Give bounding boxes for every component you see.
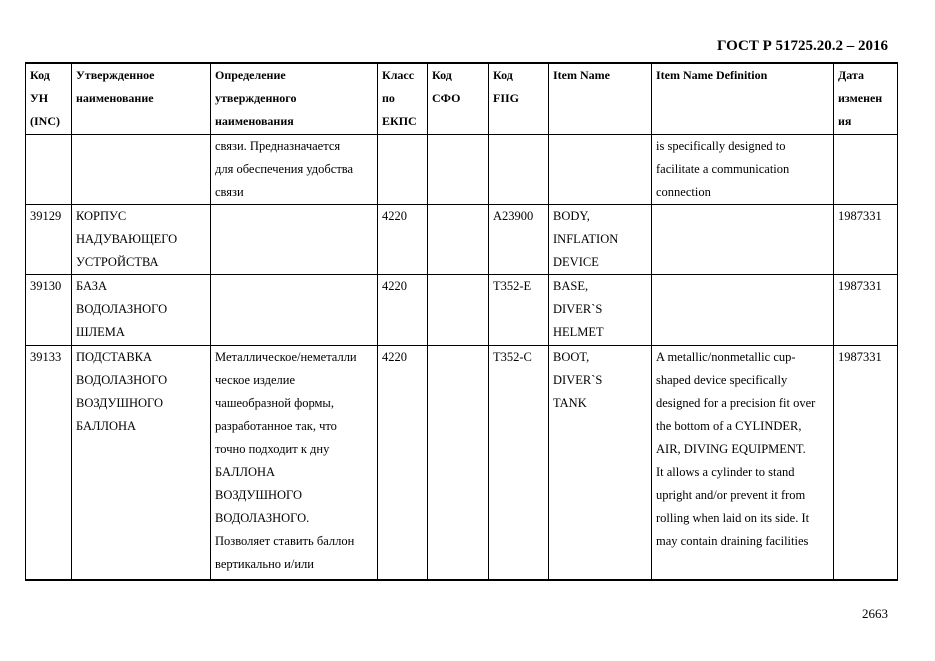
table-row <box>26 346 898 581</box>
header-item-name-definition: Item Name Definition <box>652 63 834 135</box>
cell-approved-name: БАЗА ВОДОЛАЗНОГО ШЛЕМА <box>72 275 211 346</box>
cell-item-name-definition: A metallic/nonmetallic cup- shaped device specifically designed for a precision fit over the bottom of a CYLINDER, AIR, DIVING EQUIPMENT. It allows a cylinder to stand upright and/or prevent it from rolling when laid on its side. It may contain draining facilities <box>652 346 834 581</box>
cell-change-date: 1987331 <box>834 275 898 346</box>
cell-name-definition: Металлическое/неметалли ческое изделие чашеобразной формы, разработанное так, что точно подходит к дну БАЛЛОНА ВОЗДУШНОГО ВОДОЛАЗНОГО. Позволяет ставить баллон вертикально и/или <box>211 346 378 581</box>
header-item-name: Item Name <box>549 63 652 135</box>
header-fiig-code: Код FIIG <box>489 63 549 135</box>
cell-fiig-code: A23900 <box>489 205 549 275</box>
cell-change-date <box>834 135 898 205</box>
header-change-date: Дата изменен ия <box>834 63 898 135</box>
cell-item-name: BASE, DIVER`S HELMET <box>549 275 652 346</box>
cell-item-name-definition: is specifically designed to facilitate a communication connection <box>652 135 834 205</box>
cell-name-definition <box>211 275 378 346</box>
cell-change-date: 1987331 <box>834 346 898 581</box>
header-name-definition: Определение утвержденного наименования <box>211 63 378 135</box>
page-number: 2663 <box>862 606 888 621</box>
table-header-row <box>26 63 898 135</box>
cell-item-name: BOOT, DIVER`S TANK <box>549 346 652 581</box>
cell-ekps-class: 4220 <box>378 346 428 581</box>
cell-approved-name: ПОДСТАВКА ВОДОЛАЗНОГО ВОЗДУШНОГО БАЛЛОНА <box>72 346 211 581</box>
cell-item-name <box>549 135 652 205</box>
header-ekps-class: Класс по ЕКПС <box>378 63 428 135</box>
cell-item-name-definition <box>652 275 834 346</box>
document-header: ГОСТ Р 51725.20.2 – 2016 <box>716 38 888 54</box>
cell-approved-name <box>72 135 211 205</box>
table-row <box>26 275 898 346</box>
cell-fiig-code: T352-C <box>489 346 549 581</box>
cell-inc-code: 39133 <box>26 346 72 581</box>
cell-fiig-code: T352-E <box>489 275 549 346</box>
header-inc-code: Код УН (INC) <box>26 63 72 135</box>
table-row <box>26 205 898 275</box>
cell-item-name: BODY, INFLATION DEVICE <box>549 205 652 275</box>
cell-sfo-code <box>428 135 489 205</box>
catalog-table <box>25 62 898 581</box>
table-row <box>26 135 898 205</box>
cell-ekps-class <box>378 135 428 205</box>
cell-sfo-code <box>428 275 489 346</box>
cell-fiig-code <box>489 135 549 205</box>
cell-approved-name: КОРПУС НАДУВАЮЩЕГО УСТРОЙСТВА <box>72 205 211 275</box>
cell-inc-code: 39130 <box>26 275 72 346</box>
cell-sfo-code <box>428 346 489 581</box>
cell-item-name-definition <box>652 205 834 275</box>
cell-inc-code <box>26 135 72 205</box>
cell-ekps-class: 4220 <box>378 205 428 275</box>
cell-inc-code: 39129 <box>26 205 72 275</box>
cell-change-date: 1987331 <box>834 205 898 275</box>
header-sfo-code: Код СФО <box>428 63 489 135</box>
header-approved-name: Утвержденное наименование <box>72 63 211 135</box>
cell-name-definition <box>211 205 378 275</box>
cell-name-definition: связи. Предназначается для обеспечения удобства связи <box>211 135 378 205</box>
cell-ekps-class: 4220 <box>378 275 428 346</box>
cell-sfo-code <box>428 205 489 275</box>
